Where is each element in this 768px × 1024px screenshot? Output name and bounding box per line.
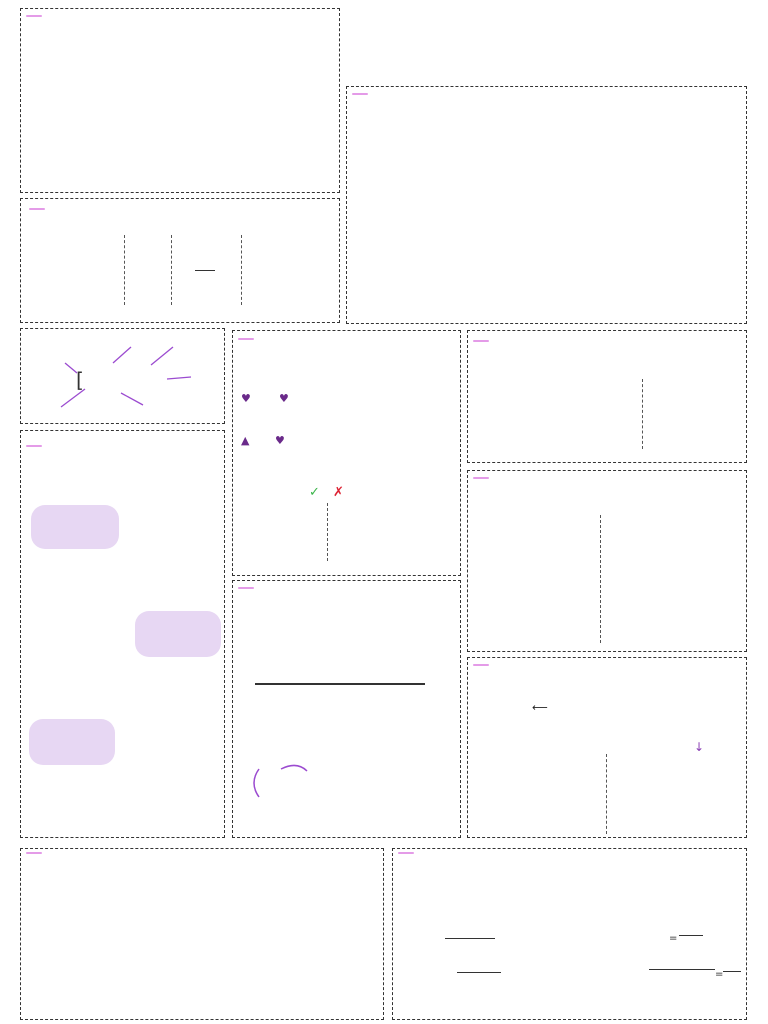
expanding-bar-model	[255, 669, 425, 685]
page-title	[345, 8, 760, 88]
bar-total	[256, 683, 425, 684]
heart-icon: ♥	[275, 434, 285, 447]
objectives-heading	[26, 15, 42, 17]
notation-box	[20, 198, 340, 323]
harder-sub-box	[467, 657, 747, 838]
arrow-down-icon: ↓	[694, 740, 705, 754]
like-terms-box	[232, 330, 461, 576]
keywords-box	[346, 86, 747, 324]
basic-sub-box	[467, 470, 747, 652]
equation-diagram-box	[20, 328, 225, 424]
forming-bubble-2	[135, 611, 221, 657]
svg-text:[: [	[76, 368, 84, 392]
keywords-heading	[352, 93, 368, 95]
collecting-heading	[473, 340, 489, 342]
dividing-box	[392, 848, 747, 1020]
heart-icon: ♥	[241, 392, 251, 405]
forming-bubble-3	[29, 719, 115, 765]
forming-heading	[26, 445, 42, 447]
div-ex4-eq: =	[715, 969, 724, 980]
cross-icon: ✗	[333, 485, 344, 500]
basic-sub-heading	[473, 477, 489, 479]
arrow-icon: ⟵	[532, 701, 548, 714]
triangle-icon: ▲	[241, 434, 250, 447]
dividing-heading	[398, 852, 414, 854]
harder-sub-heading	[473, 664, 489, 666]
mult-ex5	[27, 983, 33, 997]
mult-ex4	[161, 937, 173, 952]
collecting-box	[467, 330, 747, 463]
multiplying-box	[20, 848, 384, 1020]
forming-bubble-1	[31, 505, 119, 549]
mult-ex3	[27, 937, 39, 952]
expanding-heading	[238, 587, 254, 589]
expanding-box	[232, 580, 461, 838]
like-terms-heading	[238, 338, 254, 340]
multiplying-heading	[26, 852, 42, 854]
objectives-box	[20, 8, 340, 193]
notation-heading	[29, 208, 45, 210]
heart-icon: ♥	[279, 392, 289, 405]
check-icon: ✓	[309, 485, 320, 500]
forming-box	[20, 430, 225, 838]
div-ex2-eq: =	[669, 933, 678, 944]
